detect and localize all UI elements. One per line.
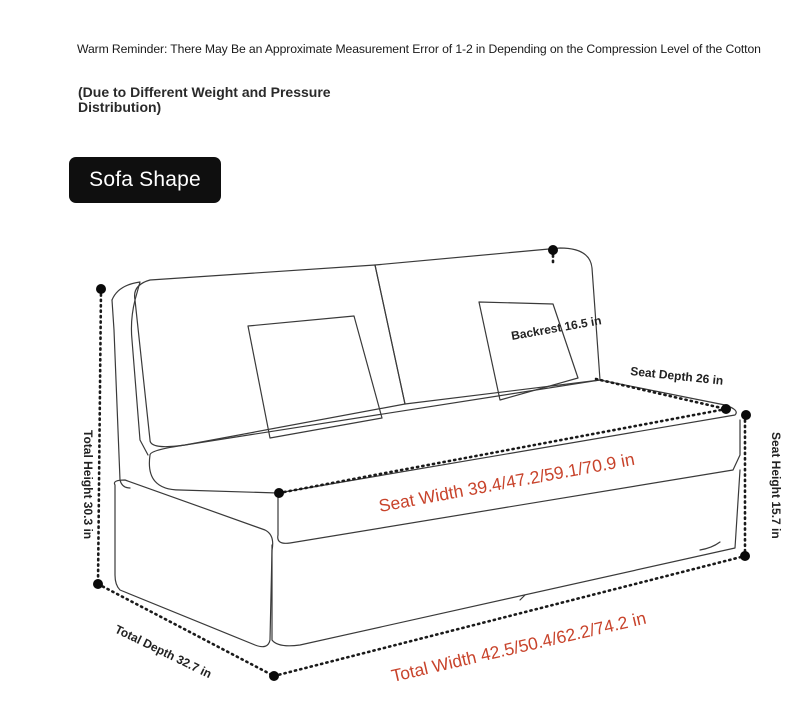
- measurement-dots: [93, 245, 751, 681]
- total-height-label: Total Height 30.3 in: [81, 430, 95, 540]
- dot-bottom-right: [740, 551, 750, 561]
- total-height-line: [98, 289, 101, 584]
- total-width-label: Total Width 42.5/50.4/62.2/74.2 in: [389, 607, 648, 686]
- sofa-illustration: [112, 248, 740, 647]
- backrest-label: Backrest 16.5 in: [510, 313, 603, 343]
- sofa-base: [272, 470, 740, 646]
- measurement-lines: [98, 250, 745, 676]
- seat-width-label: Seat Width 39.4/47.2/59.1/70.9 in: [377, 448, 637, 516]
- seat-top: [149, 380, 736, 493]
- dot-backrest-top: [548, 245, 558, 255]
- dot-top-left: [96, 284, 106, 294]
- warm-reminder-text: Warm Reminder: There May Be an Approximate Measurement Error of 1-2 in Depending on the Compression Level of the Cotton: [77, 42, 761, 56]
- dot-bottom-front: [269, 671, 279, 681]
- dot-bottom-left: [93, 579, 103, 589]
- dot-seat-front-left: [274, 488, 284, 498]
- pressure-note: (Due to Different Weight and Pressure Distribution): [78, 84, 331, 115]
- total-depth-label: Total Depth 32.7 in: [112, 622, 214, 682]
- base-foot-right: [700, 542, 720, 550]
- left-armrest-side: [112, 300, 130, 488]
- pillow-left: [248, 316, 382, 438]
- seat-depth-label: Seat Depth 26 in: [629, 364, 724, 388]
- dot-seat-right: [741, 410, 751, 420]
- section-badge-label: Sofa Shape: [89, 168, 201, 191]
- dot-seat-back-right: [721, 404, 731, 414]
- seat-height-label: Seat Height 15.7 in: [769, 432, 783, 539]
- left-front-arm: [114, 480, 272, 647]
